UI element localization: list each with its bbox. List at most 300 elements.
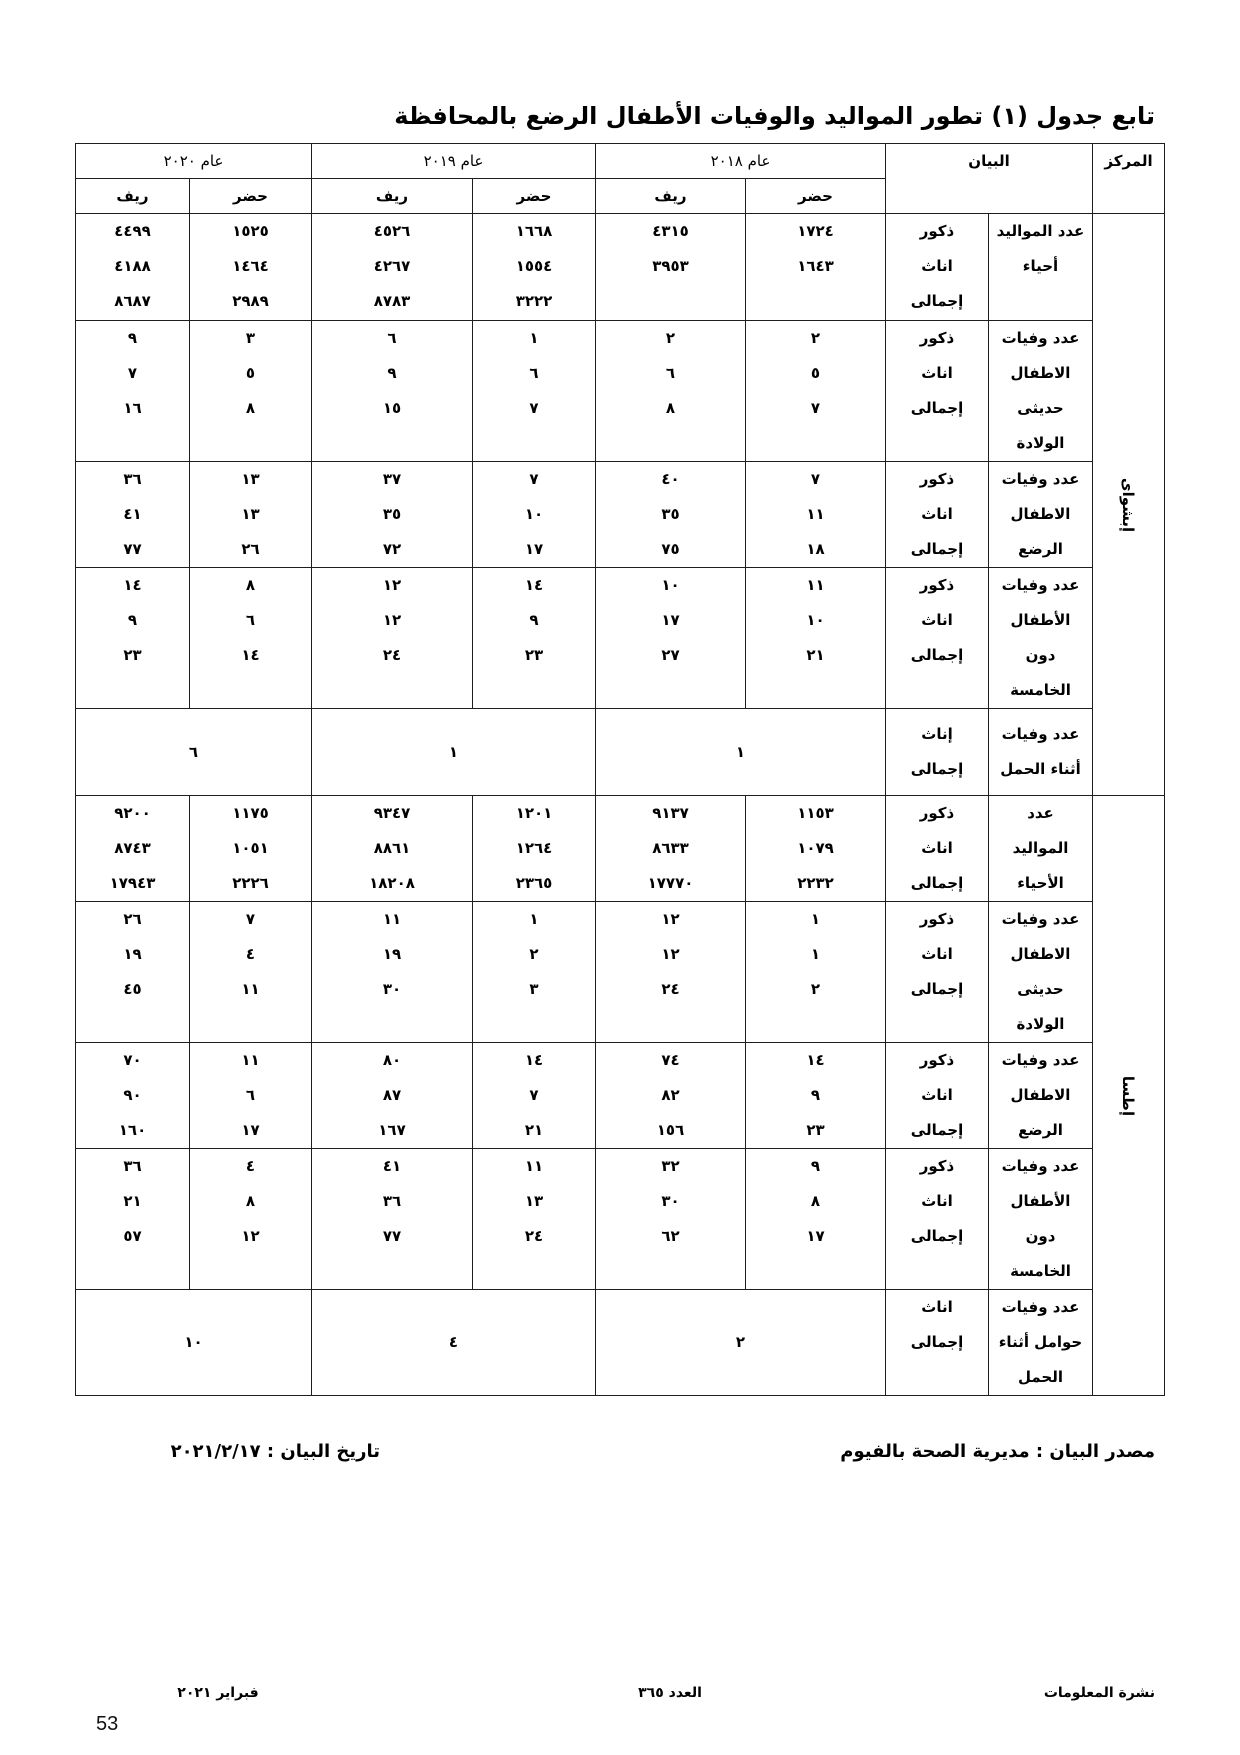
value: ١٢ bbox=[382, 576, 402, 594]
value: ٢٩٨٩ bbox=[232, 292, 269, 310]
row-label-cell bbox=[989, 1149, 1093, 1290]
value: ١١٥٣ bbox=[797, 804, 834, 822]
value-cell-2020-rural bbox=[76, 321, 190, 462]
table-title: تابع جدول (١) تطور المواليد والوفيات الأطفال الرضع بالمحافظة bbox=[394, 102, 1155, 130]
value-cell-2018-urban bbox=[746, 902, 886, 1043]
footer-month: فبراير ٢٠٢١ bbox=[177, 1685, 259, 1701]
value: ١ bbox=[810, 910, 821, 928]
value: ٤ bbox=[245, 1157, 256, 1175]
value: ١٦٠ bbox=[118, 1121, 147, 1139]
value: ١١٧٥ bbox=[232, 804, 269, 822]
header-rural-2020: ريف bbox=[76, 179, 190, 214]
table-row-group bbox=[76, 1043, 1165, 1149]
value: ١٥٦ bbox=[656, 1121, 685, 1139]
value bbox=[746, 284, 885, 319]
value: ٦ bbox=[387, 329, 397, 347]
value: ٢١ bbox=[524, 1121, 544, 1139]
value-cell-2019-rural bbox=[312, 568, 473, 709]
row-label-line: الرضع bbox=[1018, 540, 1063, 558]
row-sublabel: اناث bbox=[921, 505, 953, 523]
row-label-line: دون bbox=[1025, 646, 1056, 664]
row-label-line: الولادة bbox=[1016, 434, 1065, 452]
value-cell-2020-rural bbox=[76, 568, 190, 709]
value: ١٧ bbox=[241, 1121, 260, 1139]
value-cell-2020-urban bbox=[190, 902, 312, 1043]
value-cell-2020-rural bbox=[76, 214, 190, 321]
value: ١٠ bbox=[661, 576, 680, 594]
value: ٣٠ bbox=[661, 1192, 680, 1210]
value: ١ bbox=[448, 742, 459, 761]
value: ٧ bbox=[529, 470, 539, 488]
value: ٢٦ bbox=[123, 910, 142, 928]
value: ٦ bbox=[529, 364, 539, 382]
header-center: المركز bbox=[1093, 144, 1165, 214]
value: ٣٠ bbox=[382, 980, 402, 998]
value: ٢٣ bbox=[524, 646, 544, 664]
value-cell-2018-rural bbox=[596, 568, 746, 709]
row-sublabel: اناث bbox=[921, 611, 953, 629]
value-cell-2018-urban bbox=[746, 321, 886, 462]
value: ١٧ bbox=[806, 1227, 825, 1245]
row-sublabel-cell bbox=[886, 568, 989, 709]
row-label-line: أحياء bbox=[1022, 257, 1059, 275]
row-sublabel: اناث bbox=[921, 1298, 953, 1316]
row-label-line: الحمل bbox=[1017, 1368, 1064, 1386]
value: ٤ bbox=[448, 1333, 459, 1351]
value: ٧ bbox=[127, 364, 138, 382]
value: ٩ bbox=[810, 1086, 821, 1104]
row-sublabel: ذكور bbox=[919, 222, 955, 240]
value: ٨٧ bbox=[382, 1086, 402, 1104]
value: ٢٤ bbox=[524, 1227, 544, 1245]
header-rural-2019: ريف bbox=[312, 179, 473, 214]
value-cell-2019-rural bbox=[312, 796, 473, 902]
merged-value-cell-2020 bbox=[76, 1290, 312, 1396]
row-sublabel: ذكور bbox=[919, 1051, 955, 1069]
value: ١٦٧ bbox=[378, 1121, 406, 1139]
value: ١٥٥٤ bbox=[515, 257, 553, 275]
value: ١٧ bbox=[524, 540, 544, 558]
header-year-2019: عام ٢٠١٩ bbox=[312, 144, 596, 179]
value: ٥ bbox=[810, 364, 821, 382]
value: ١٨ bbox=[806, 540, 825, 558]
value-cell-2020-rural bbox=[76, 1043, 190, 1149]
value-cell-2019-urban bbox=[473, 214, 596, 321]
merged-value-cell-2018 bbox=[596, 1290, 886, 1396]
value: ١٠٥١ bbox=[232, 839, 269, 857]
value: ٣٢٢٢ bbox=[515, 292, 553, 310]
value: ١٥٢٥ bbox=[232, 222, 269, 240]
row-label-line: حديثى bbox=[1017, 980, 1064, 998]
row-label-line: عدد وفيات bbox=[1001, 470, 1080, 488]
table-row-group bbox=[76, 321, 1165, 462]
value: ٢ bbox=[810, 329, 821, 347]
page-number: 53 bbox=[96, 1713, 119, 1735]
row-sublabel-cell bbox=[886, 1043, 989, 1149]
value: ٩٢٠٠ bbox=[114, 804, 151, 822]
value: ١٢ bbox=[661, 945, 680, 963]
table-row-group bbox=[76, 1290, 1165, 1396]
value: ٤٤٩٩ bbox=[114, 222, 151, 240]
table-body bbox=[76, 214, 1165, 1396]
value: ٧٤ bbox=[661, 1051, 680, 1069]
row-label-line: دون bbox=[1025, 1227, 1056, 1245]
row-sublabel: إناث bbox=[921, 725, 953, 743]
center-name: إبشواى bbox=[1119, 477, 1138, 532]
value: ٨٧٤٣ bbox=[114, 839, 151, 857]
value: ٢٢٢٦ bbox=[232, 874, 269, 892]
value: ١٠ bbox=[524, 505, 544, 523]
table-header bbox=[76, 144, 1165, 214]
value: ٧ bbox=[245, 910, 256, 928]
row-label-line: الخامسة bbox=[1010, 681, 1071, 699]
value: ٢٧ bbox=[661, 646, 680, 664]
row-label-cell bbox=[989, 1290, 1093, 1396]
value: ٨٦٨٧ bbox=[114, 292, 151, 310]
center-cell bbox=[1093, 214, 1165, 796]
value: ١٩ bbox=[382, 945, 402, 963]
value: ٨ bbox=[810, 1192, 821, 1210]
row-sublabel: إجمالى bbox=[910, 1121, 964, 1139]
value: ٦ bbox=[188, 742, 199, 761]
value bbox=[596, 284, 745, 319]
value: ١٤ bbox=[524, 576, 544, 594]
row-sublabel: إجمالى bbox=[910, 980, 964, 998]
value: ١٢ bbox=[241, 1227, 260, 1245]
value: ٦ bbox=[245, 1086, 256, 1104]
value: ٩ bbox=[127, 611, 138, 629]
row-sublabel: ذكور bbox=[919, 329, 955, 347]
value: ٩ bbox=[387, 364, 397, 382]
row-sublabel: اناث bbox=[921, 1086, 953, 1104]
value-cell-2018-rural bbox=[596, 462, 746, 568]
value-cell-2019-rural bbox=[312, 1149, 473, 1290]
table-row-group bbox=[76, 1149, 1165, 1290]
value-cell-2020-urban bbox=[190, 462, 312, 568]
value: ٢٣٦٥ bbox=[515, 874, 553, 892]
value-cell-2018-rural bbox=[596, 796, 746, 902]
value: ٢ bbox=[529, 945, 539, 963]
value-cell-2018-urban bbox=[746, 1149, 886, 1290]
value: ١٧ bbox=[661, 611, 680, 629]
value: ٣٦ bbox=[123, 470, 142, 488]
value-cell-2020-rural bbox=[76, 462, 190, 568]
row-label-cell bbox=[989, 214, 1093, 321]
value-cell-2019-urban bbox=[473, 1043, 596, 1149]
value: ١٤ bbox=[241, 646, 260, 664]
row-label-line: الاطفال bbox=[1010, 505, 1071, 523]
value: ١١ bbox=[806, 576, 825, 594]
table-row-group bbox=[76, 568, 1165, 709]
value: ١١ bbox=[382, 910, 402, 928]
value: ٨ bbox=[665, 399, 676, 417]
value: ٣ bbox=[245, 329, 256, 347]
value-cell-2020-urban bbox=[190, 321, 312, 462]
row-label-line: عدد وفيات bbox=[1001, 576, 1080, 594]
value: ٤١ bbox=[123, 505, 142, 523]
header-urban-2019: حضر bbox=[473, 179, 596, 214]
row-sublabel: إجمالى bbox=[910, 874, 964, 892]
header-statement: البيان bbox=[886, 144, 1093, 214]
data-date: تاريخ البيان : ٢٠٢١/٢/١٧ bbox=[170, 1441, 380, 1462]
row-label-line: الأطفال bbox=[1010, 1192, 1071, 1210]
value-cell-2019-rural bbox=[312, 321, 473, 462]
value: ١٧٢٤ bbox=[797, 222, 834, 240]
value: ٨٨٦١ bbox=[373, 839, 411, 857]
value: ٣٥ bbox=[661, 505, 680, 523]
value: ٤٢٦٧ bbox=[373, 257, 411, 275]
value: ١٠٧٩ bbox=[797, 839, 834, 857]
value: ١٢٦٤ bbox=[515, 839, 553, 857]
value: ٤٣١٥ bbox=[652, 222, 689, 240]
row-label-line: عدد وفيات bbox=[1001, 1051, 1080, 1069]
value: ٥ bbox=[245, 364, 256, 382]
value: ١٢٠١ bbox=[515, 804, 553, 822]
value: ١٢ bbox=[661, 910, 680, 928]
births-deaths-table bbox=[75, 143, 1165, 1396]
row-sublabel-cell bbox=[886, 709, 989, 796]
value: ٩١٣٧ bbox=[652, 804, 689, 822]
row-label-cell bbox=[989, 1043, 1093, 1149]
row-label-line: حوامل أثناء bbox=[998, 1333, 1083, 1351]
value: ٤٥ bbox=[123, 980, 142, 998]
value: ٦ bbox=[665, 364, 676, 382]
value-cell-2019-urban bbox=[473, 796, 596, 902]
value: ٤٠ bbox=[661, 470, 680, 488]
value: ٨٧٨٣ bbox=[373, 292, 411, 310]
value: ١١ bbox=[524, 1157, 544, 1175]
row-sublabel: اناث bbox=[921, 1192, 953, 1210]
row-sublabel-cell bbox=[886, 1290, 989, 1396]
row-label-line: الخامسة bbox=[1010, 1262, 1071, 1280]
value-cell-2019-rural bbox=[312, 462, 473, 568]
value-cell-2018-urban bbox=[746, 462, 886, 568]
value: ٢٤ bbox=[382, 646, 402, 664]
value-cell-2020-urban bbox=[190, 1149, 312, 1290]
value: ١٤ bbox=[806, 1051, 825, 1069]
table-row-group bbox=[76, 214, 1165, 321]
value: ١١ bbox=[241, 980, 260, 998]
row-sublabel-cell bbox=[886, 214, 989, 321]
value-cell-2018-urban bbox=[746, 1043, 886, 1149]
row-label-line: عدد المواليد bbox=[996, 222, 1085, 240]
value: ١٥ bbox=[382, 399, 402, 417]
value-cell-2019-urban bbox=[473, 321, 596, 462]
merged-value-cell-2019 bbox=[312, 1290, 596, 1396]
row-sublabel: اناث bbox=[921, 945, 953, 963]
value-cell-2018-urban bbox=[746, 796, 886, 902]
row-label-cell bbox=[989, 321, 1093, 462]
row-label-line: حديثى bbox=[1017, 399, 1064, 417]
row-sublabel: ذكور bbox=[919, 576, 955, 594]
value: ١٨٢٠٨ bbox=[369, 874, 415, 892]
value: ٩ bbox=[810, 1157, 821, 1175]
value-cell-2020-urban bbox=[190, 214, 312, 321]
value-cell-2018-rural bbox=[596, 214, 746, 321]
row-label-line: عدد وفيات bbox=[1001, 910, 1080, 928]
row-label-line: المواليد bbox=[1012, 839, 1069, 857]
row-sublabel-cell bbox=[886, 1149, 989, 1290]
row-label-cell bbox=[989, 568, 1093, 709]
row-sublabel: ذكور bbox=[919, 910, 955, 928]
row-sublabel-cell bbox=[886, 321, 989, 462]
value: ١٤٦٤ bbox=[232, 257, 269, 275]
table-row-group bbox=[76, 796, 1165, 902]
value-cell-2020-rural bbox=[76, 796, 190, 902]
value-cell-2019-rural bbox=[312, 214, 473, 321]
row-sublabel: ذكور bbox=[919, 1157, 955, 1175]
value: ٣٩٥٣ bbox=[652, 257, 689, 275]
value: ٢٣ bbox=[123, 646, 142, 664]
row-sublabel-cell bbox=[886, 796, 989, 902]
value-cell-2019-urban bbox=[473, 462, 596, 568]
value: ٩ bbox=[529, 611, 539, 629]
value-cell-2019-urban bbox=[473, 568, 596, 709]
row-sublabel-cell bbox=[886, 462, 989, 568]
value: ٤١٨٨ bbox=[114, 257, 151, 275]
merged-value-cell-2019 bbox=[312, 709, 596, 796]
value: ٢ bbox=[665, 329, 676, 347]
row-label-line: عدد وفيات bbox=[1001, 329, 1080, 347]
merged-value-cell-2018 bbox=[596, 709, 886, 796]
value: ٦ bbox=[245, 611, 256, 629]
value: ١١ bbox=[241, 1051, 260, 1069]
row-label-cell bbox=[989, 796, 1093, 902]
row-label-line: عدد وفيات bbox=[1001, 725, 1080, 743]
value: ٣ bbox=[529, 980, 539, 998]
value: ٢٣ bbox=[806, 1121, 825, 1139]
table-row-group bbox=[76, 462, 1165, 568]
value-cell-2019-urban bbox=[473, 902, 596, 1043]
header-rural-2018: ريف bbox=[596, 179, 746, 214]
value-cell-2018-urban bbox=[746, 214, 886, 321]
value: ٢ bbox=[810, 980, 821, 998]
value: ٧٢ bbox=[382, 540, 402, 558]
row-sublabel: إجمالى bbox=[910, 292, 964, 310]
row-label-line: الاطفال bbox=[1010, 364, 1071, 382]
value: ٧٧ bbox=[123, 540, 142, 558]
value: ١ bbox=[735, 742, 746, 761]
value-cell-2020-urban bbox=[190, 1043, 312, 1149]
row-label-cell bbox=[989, 902, 1093, 1043]
value: ١٢ bbox=[382, 611, 402, 629]
value-cell-2020-urban bbox=[190, 796, 312, 902]
value: ٩٠ bbox=[123, 1086, 142, 1104]
value-cell-2018-urban bbox=[746, 568, 886, 709]
value: ٣٧ bbox=[382, 470, 402, 488]
value: ١٣ bbox=[524, 1192, 544, 1210]
row-label-cell bbox=[989, 709, 1093, 796]
value: ٧ bbox=[529, 399, 539, 417]
row-sublabel: إجمالى bbox=[910, 1333, 964, 1351]
value: ٦٢ bbox=[661, 1227, 680, 1245]
value: ٧٥ bbox=[661, 540, 680, 558]
header-year-2020: عام ٢٠٢٠ bbox=[76, 144, 312, 179]
value: ٤١ bbox=[382, 1157, 402, 1175]
value: ٢٤ bbox=[661, 980, 680, 998]
value-cell-2019-urban bbox=[473, 1149, 596, 1290]
value: ٢١ bbox=[123, 1192, 142, 1210]
value: ١٩ bbox=[123, 945, 142, 963]
value: ٨٢ bbox=[661, 1086, 680, 1104]
value: ١٣ bbox=[241, 505, 260, 523]
row-sublabel: اناث bbox=[921, 257, 953, 275]
value-cell-2018-rural bbox=[596, 1149, 746, 1290]
row-label-line: الولادة bbox=[1016, 1015, 1065, 1033]
value-cell-2018-rural bbox=[596, 1043, 746, 1149]
center-cell bbox=[1093, 796, 1165, 1396]
value: ٧ bbox=[810, 470, 821, 488]
row-label-cell bbox=[989, 462, 1093, 568]
row-sublabel: إجمالى bbox=[910, 760, 964, 778]
value: ٣٦ bbox=[382, 1192, 402, 1210]
value: ١ bbox=[529, 910, 539, 928]
value: ٨ bbox=[245, 576, 256, 594]
value: ١٧٧٧٠ bbox=[647, 874, 694, 892]
footer-publication: نشرة المعلومات bbox=[1043, 1685, 1155, 1701]
row-sublabel: اناث bbox=[921, 839, 953, 857]
row-sublabel: إجمالى bbox=[910, 540, 964, 558]
value: ٥٧ bbox=[123, 1227, 142, 1245]
value: ٨ bbox=[245, 1192, 256, 1210]
value: ٢ bbox=[735, 1333, 746, 1351]
value: ١٦ bbox=[123, 399, 142, 417]
value: ١ bbox=[810, 945, 821, 963]
row-label-line: الأطفال bbox=[1010, 611, 1071, 629]
footer-issue: العدد ٣٦٥ bbox=[638, 1685, 702, 1701]
value: ٧ bbox=[529, 1086, 539, 1104]
value: ١٧٩٤٣ bbox=[109, 874, 156, 892]
value: ٢١ bbox=[806, 646, 825, 664]
row-label-line: عدد وفيات bbox=[1001, 1157, 1080, 1175]
value: ٨٠ bbox=[382, 1051, 402, 1069]
value: ٧٠ bbox=[123, 1051, 142, 1069]
value-cell-2020-rural bbox=[76, 902, 190, 1043]
value: ١٦٦٨ bbox=[515, 222, 553, 240]
value: ٣٢ bbox=[661, 1157, 680, 1175]
merged-value-cell-2020 bbox=[76, 709, 312, 796]
value: ٣٥ bbox=[382, 505, 402, 523]
row-label-line: عدد وفيات bbox=[1001, 1298, 1080, 1316]
table-row-group bbox=[76, 709, 1165, 796]
value: ١١ bbox=[806, 505, 825, 523]
value: ٧٧ bbox=[382, 1227, 402, 1245]
row-sublabel: اناث bbox=[921, 364, 953, 382]
value: ١ bbox=[529, 329, 539, 347]
row-label-line: عدد bbox=[1027, 804, 1054, 822]
header-row-years bbox=[76, 144, 1165, 179]
value-cell-2020-urban bbox=[190, 568, 312, 709]
value: ٧ bbox=[810, 399, 821, 417]
value: ١٠ bbox=[184, 1333, 203, 1351]
value: ٨٦٣٣ bbox=[652, 839, 689, 857]
value: ١٣ bbox=[241, 470, 260, 488]
row-sublabel: ذكور bbox=[919, 804, 955, 822]
value-cell-2018-rural bbox=[596, 902, 746, 1043]
row-label-line: الرضع bbox=[1018, 1121, 1063, 1139]
row-label-line: الأحياء bbox=[1017, 874, 1064, 892]
value-cell-2018-rural bbox=[596, 321, 746, 462]
value-cell-2019-rural bbox=[312, 1043, 473, 1149]
header-urban-2020: حضر bbox=[190, 179, 312, 214]
value: ١٠ bbox=[806, 611, 825, 629]
row-sublabel: إجمالى bbox=[910, 399, 964, 417]
row-label-line: الاطفال bbox=[1010, 1086, 1071, 1104]
value: ٢٦ bbox=[241, 540, 260, 558]
value: ١٤ bbox=[123, 576, 142, 594]
value: ٨ bbox=[245, 399, 256, 417]
value: ٢٢٣٢ bbox=[797, 874, 834, 892]
